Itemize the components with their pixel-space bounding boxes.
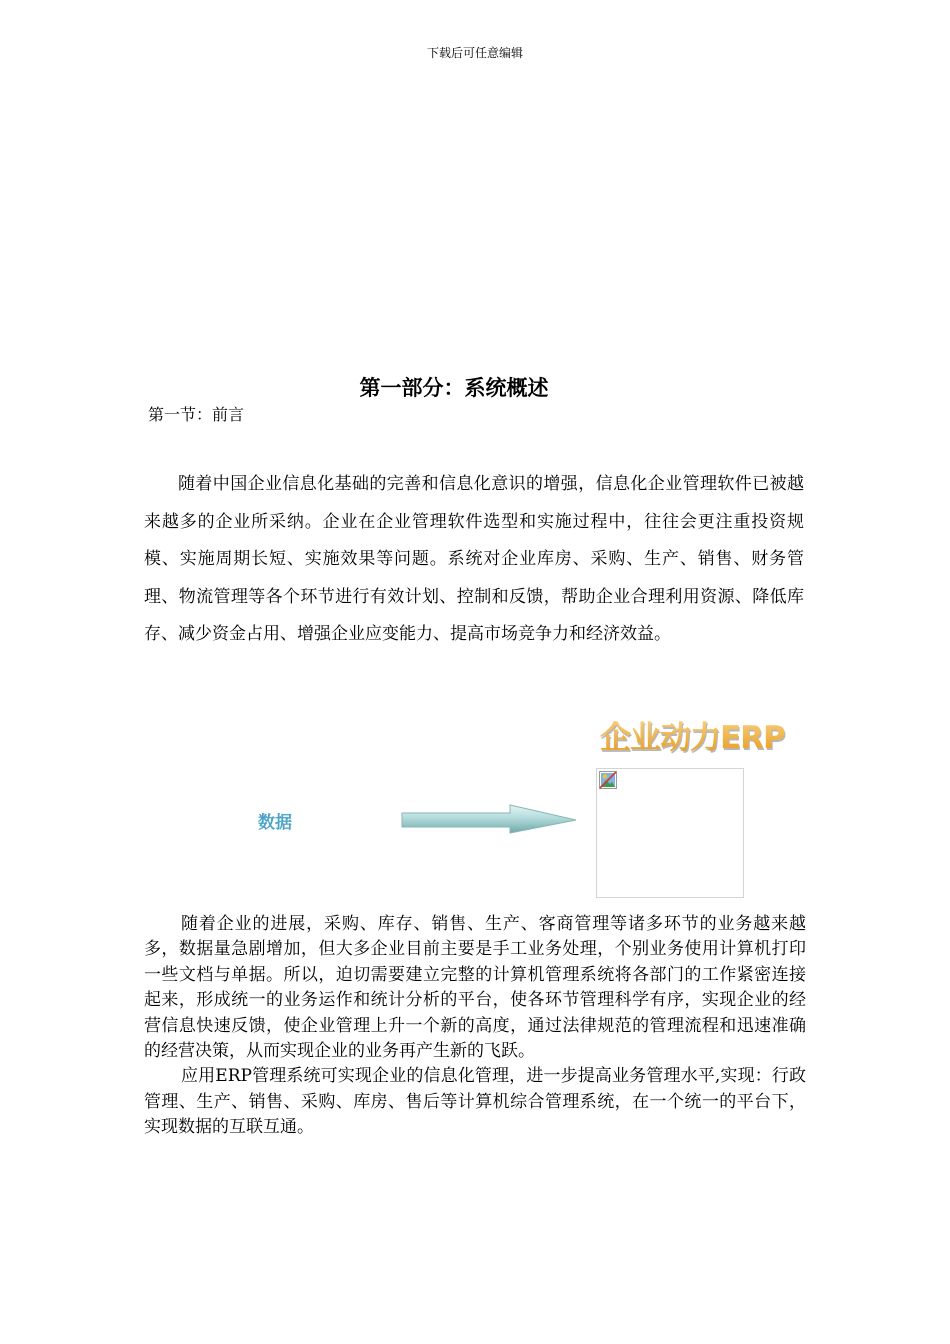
intro-paragraph: 随着中国企业信息化基础的完善和信息化意识的增强，信息化企业管理软件已被越来越多的企业所采纳。企业在企业管理软件选型和实施过程中，往往会更注重投资规模、实施周期长短、实施效果等问题。系统对企业库房、采购、生产、销售、财务管理、物流管理等各个环节进行有效计划、控制和反馈，帮助企业合理利用资源、降低库存、减少资金占用、增强企业应变能力、提高市场竞争力和经济效益。 xyxy=(144,474,804,644)
broken-image-icon xyxy=(599,771,617,789)
progress-paragraph: 随着企业的进展，采购、库存、销售、生产、客商管理等诸多环节的业务越来越多，数据量急剧增加，但大多企业目前主要是手工业务处理，个别业务使用计算机打印一些文档与单据。所以，迫切需要建立完整的计算机管理系统将各部门的工作紧密连接起来，形成统一的业务运作和统计分析的平台，使各环节管理科学有序，实现企业的经营信息快速反馈，使企业管理上升一个新的高度，通过法律规范的管理流程和迅速准确的经营决策，从而实现企业的业务再产生新的飞跃。 xyxy=(144,914,806,1062)
body-text xyxy=(144,912,806,1141)
header-note: 下载后可任意编辑 xyxy=(426,46,523,60)
erp-logo: 企业动力ERP xyxy=(600,712,785,757)
image-placeholder xyxy=(596,768,744,898)
data-label: 数据 xyxy=(258,813,292,833)
erp-application-paragraph: 应用ERP管理系统可实现企业的信息化管理，进一步提高业务管理水平,实现：行政管理、生产、销售、采购、库房、售后等计算机综合管理系统，在一个统一的平台下，实现数据的互联互通。 xyxy=(144,1066,806,1138)
part-title: 第一部分：系统概述 xyxy=(359,375,549,400)
right-arrow-icon xyxy=(400,804,580,836)
section-title: 第一节：前言 xyxy=(148,405,245,424)
